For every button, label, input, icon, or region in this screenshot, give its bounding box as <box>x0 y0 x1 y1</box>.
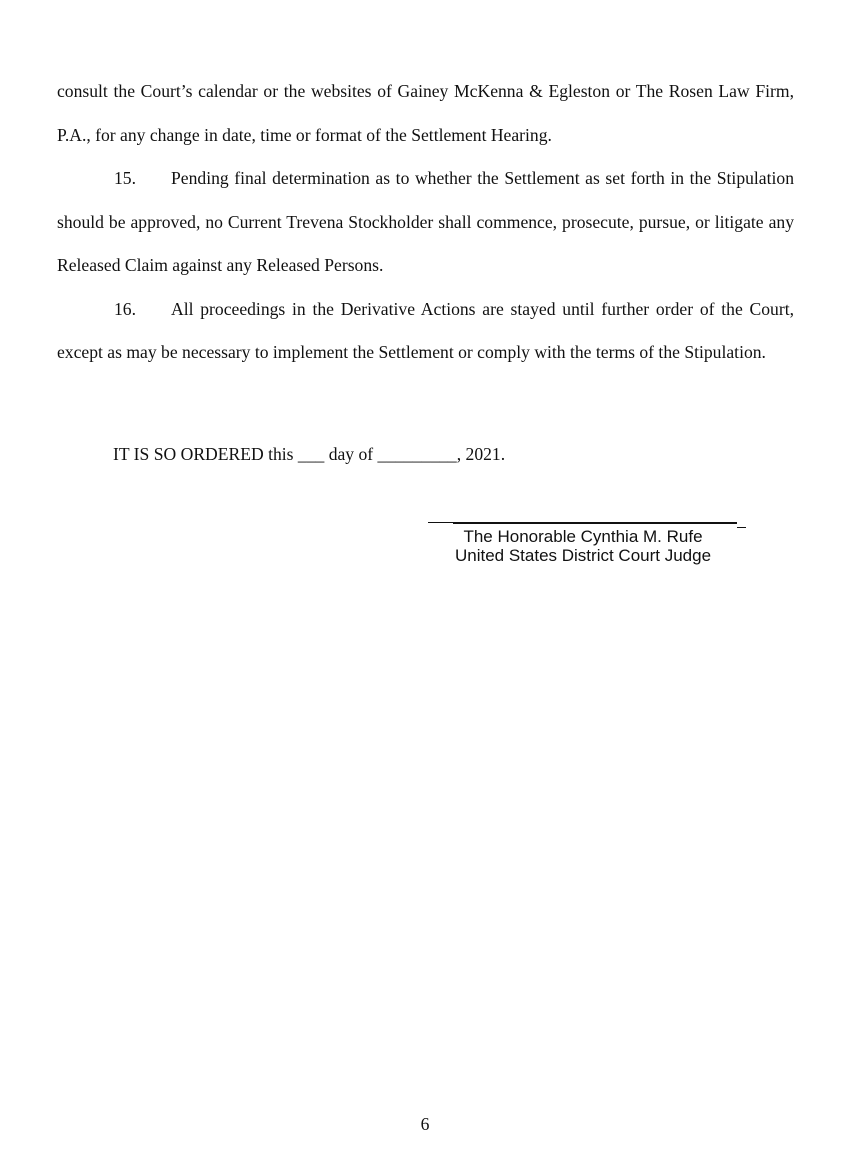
paragraph-16-number: 16. <box>114 298 136 319</box>
order-statement: IT IS SO ORDERED this ___ day of _________, 2021. <box>113 444 506 464</box>
page-number: 6 <box>420 1114 430 1134</box>
paragraph-continuation <box>57 70 794 157</box>
paragraph-16 <box>57 288 794 375</box>
signature-block <box>428 505 748 565</box>
signature-line <box>428 505 748 527</box>
signature-line-lead <box>428 522 453 523</box>
judge-title: United States District Court Judge <box>454 546 712 565</box>
paragraph-15-text: Pending final determination as to whether the Settlement as set forth in the Stipulation should be approved, no Current Trevena Stockholder shall commence, prosecute, pursue, or litigate any Released Claim against any Released Persons. <box>57 168 794 275</box>
order-body-text <box>57 70 794 375</box>
paragraph-16-text: All proceedings in the Derivative Actions are stayed until further order of the Court, except as may be necessary to implement the Settlement or comply with the terms of the Stipulation. <box>57 298 794 362</box>
paragraph-continuation-text: consult the Court’s calendar or the websites of Gainey McKenna & Egleston or The Rosen Law Firm, P.A., for any change in date, time or format of the Settlement Hearing. <box>57 81 794 145</box>
paragraph-15 <box>57 157 794 288</box>
signature-line-tail <box>737 527 746 528</box>
judge-name: The Honorable Cynthia M. Rufe <box>463 527 703 546</box>
signature-line-main <box>453 522 737 524</box>
paragraph-15-number: 15. <box>114 168 136 188</box>
